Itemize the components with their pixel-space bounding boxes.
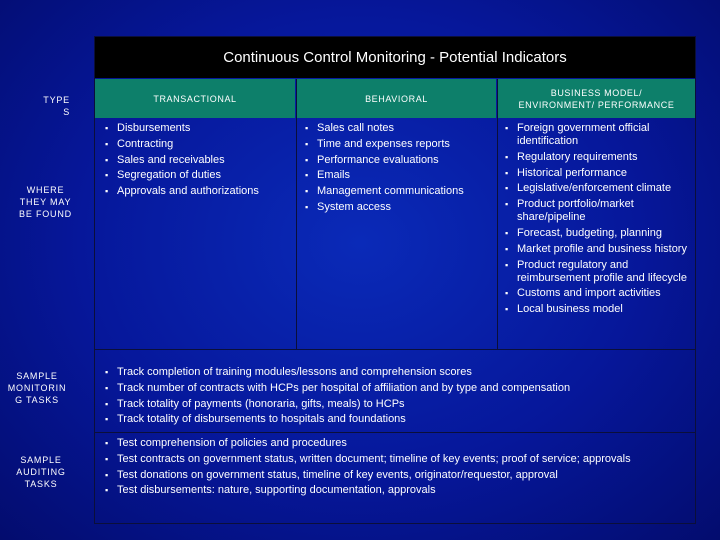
list-item: ▪ System access (305, 201, 495, 214)
list-item: ▪ Time and expenses reports (305, 138, 495, 151)
list-item: ▪ Test disbursements: nature, supporting documentation, approvals (105, 484, 690, 497)
list-item: ▪ Sales and receivables (105, 154, 295, 167)
list-item: ▪ Management communications (305, 185, 495, 198)
list-item: ▪ Sales call notes (305, 122, 495, 135)
list-item: ▪ Track completion of training modules/lessons and comprehension scores (105, 366, 690, 379)
list-item: ▪ Regulatory requirements (505, 151, 691, 164)
row-divider (94, 349, 696, 350)
row-label-types: TYPE S (43, 95, 70, 117)
row-divider (94, 432, 696, 433)
list-monitoring-tasks (105, 366, 690, 429)
list-item: ▪ Track totality of payments (honoraria, gifts, meals) to HCPs (105, 398, 690, 411)
list-item: ▪ Legislative/enforcement climate (505, 182, 691, 195)
list-behavioral (305, 122, 495, 217)
list-item: ▪ Historical performance (505, 167, 691, 180)
header-behavioral-label: BEHAVIORAL (365, 93, 428, 104)
header-transactional (95, 79, 295, 118)
header-business-model (498, 79, 695, 118)
list-item: ▪ Contracting (105, 138, 295, 151)
list-item: ▪ Foreign government official identification (505, 122, 691, 148)
list-auditing-tasks (105, 437, 690, 500)
list-item: ▪ Customs and import activities (505, 287, 691, 300)
list-item: ▪ Test donations on government status, timeline of key events, originator/requestor, approval (105, 469, 690, 482)
table-title: Continuous Control Monitoring - Potential Indicators (94, 36, 696, 78)
row-label-auditing: SAMPLE AUDITING TASKS (16, 455, 66, 489)
list-item: ▪ Track totality of disbursements to hospitals and foundations (105, 413, 690, 426)
list-item: ▪ Local business model (505, 303, 691, 316)
list-item: ▪ Emails (305, 169, 495, 182)
list-item: ▪ Product regulatory and reimbursement profile and lifecycle (505, 259, 691, 285)
list-business-model (505, 122, 691, 319)
list-item: ▪ Market profile and business history (505, 243, 691, 256)
list-item: ▪ Approvals and authorizations (105, 185, 295, 198)
list-item: ▪ Segregation of duties (105, 169, 295, 182)
list-transactional (105, 122, 295, 201)
list-item: ▪ Test contracts on government status, written document; timeline of key events; proof of service; approvals (105, 453, 690, 466)
row-label-monitoring: SAMPLE MONITORIN G TASKS (7, 371, 67, 405)
list-item: ▪ Track number of contracts with HCPs per hospital of affiliation and by type and compensation (105, 382, 690, 395)
list-item: ▪ Disbursements (105, 122, 295, 135)
header-business-model-label: BUSINESS MODEL/ ENVIRONMENT/ PERFORMANCE (518, 87, 675, 110)
column-divider (296, 79, 297, 349)
column-divider (497, 79, 498, 349)
list-item: ▪ Performance evaluations (305, 154, 495, 167)
row-label-where: WHERE THEY MAY BE FOUND (19, 185, 72, 219)
list-item: ▪ Test comprehension of policies and procedures (105, 437, 690, 450)
list-item: ▪ Forecast, budgeting, planning (505, 227, 691, 240)
header-behavioral (297, 79, 496, 118)
header-transactional-label: TRANSACTIONAL (153, 93, 237, 104)
list-item: ▪ Product portfolio/market share/pipeline (505, 198, 691, 224)
